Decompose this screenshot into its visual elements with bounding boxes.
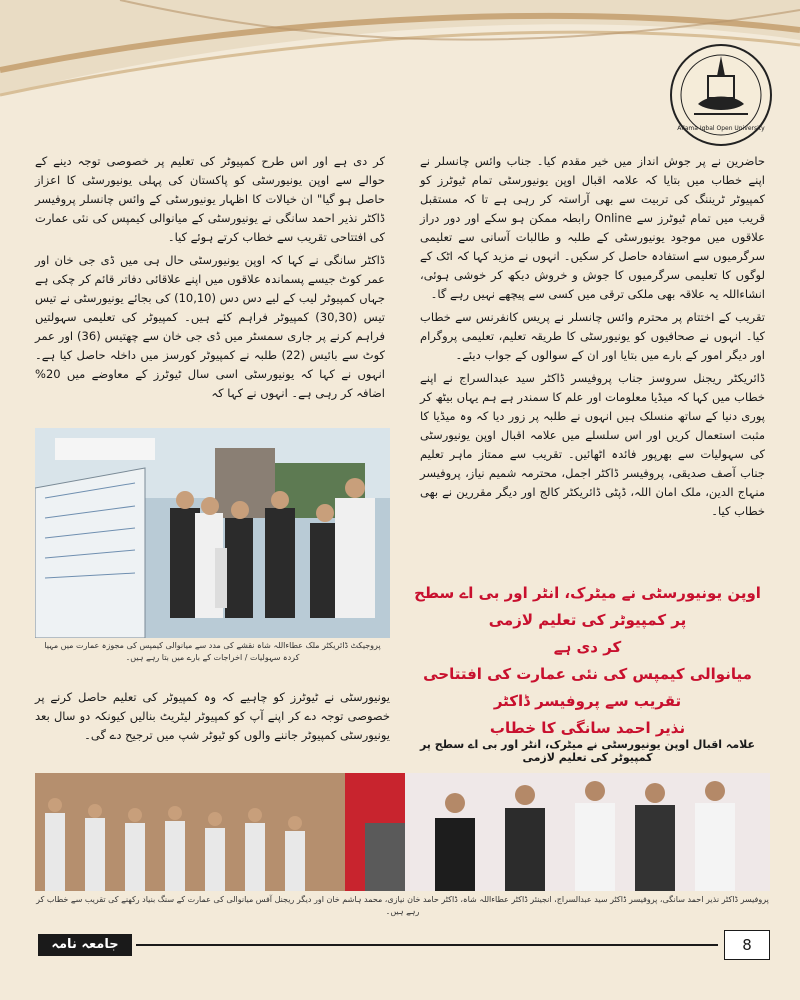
publication-name: جامعہ نامہ: [38, 934, 132, 956]
paragraph: ڈائریکٹر ریجنل سروسز جناب پروفیسر ڈاکٹر سید عبدالسراج نے اپنے خطاب میں کہا کہ میڈیا معلومات اور علم کا سمندر ہے ہم یہاں بیٹھ کر پوری دنیا کے ساتھ منسلک ہیں انہوں نے طلبہ پر زور دیا کہ وہ میڈیا کا مثبت استعمال کریں اور اس سلسلے میں علامہ اقبال اوپن یونیورسٹی کی سہولیات سے بھرپور فائدہ اٹھائیں۔ تقریب سے ممتاز ماہر تعلیم جناب آصف صدیقی، پروفیسر ڈاکٹر اجمل، محترمہ شمیم نیاز، پروفیسر منہاج الدین، ملک امان اللہ، ڈپٹی ڈائریکٹر کالج اور دیگر مقررین نے بھی خطاب کیا۔: [420, 371, 765, 518]
logo-text: Allama Iqbal Open University: [677, 125, 765, 132]
paragraph: حاضرین نے پر جوش انداز میں خیر مقدم کیا۔ جناب وائس چانسلر نے اپنے خطاب میں بتایا کہ علامہ اقبال اوپن یونیورسٹی تمام ٹیوٹرز کو کمپیوٹر ٹریننگ کی تربیت سے بھی آراستہ کر رہی ہے تا کہ مستقبل قریب میں تمام ٹیوٹرز سے Online رابطہ ممکن ہو سکے اور دور دراز علاقوں میں موجود یونیورسٹی کے طلبہ و طالبات آسانی سے تعلیمی سرگرمیوں سے استفادہ حاصل کر سکیں۔ انہوں نے مزید کہا کہ اٹک کے لوگوں کا تعلیمی سرگرمیوں کا جوش و خروش دیکھ کر خوشی ہوئی، انشاءاللہ یہ علاقہ بھی ملکی ترقی میں کسی سے پیچھے نہیں رہے گا۔: [420, 154, 765, 301]
photo-ceremony: [35, 773, 770, 891]
photo-illustration: [35, 773, 770, 891]
paragraph: تقریب کے اختتام پر محترم وائس چانسلر نے پریس کانفرنس سے خطاب کیا۔ انہوں نے صحافیوں کو یونیورسٹی کا طریقہ تعلیم، تعلیمی پروگرام اور دیگر امور کے بارے میں بتایا اور ان کے سوالوں کے جواب دیئے۔: [420, 310, 765, 362]
footer-rule: [136, 944, 718, 946]
university-logo: [668, 42, 774, 148]
headline-line: نذیر احمد سانگی کا خطاب: [489, 719, 686, 737]
headline-line: کر دی ہے: [553, 638, 622, 656]
photo-caption: پروجیکٹ ڈائریکٹر ملک عطاءاللہ شاہ نقشے کی مدد سے میانوالی کیمپس کی مجوزہ عمارت میں مہیا کردہ سہولیات / اخراجات کے بارے میں بتا رہے ہیں۔: [44, 641, 381, 662]
left-column: [35, 152, 385, 407]
photo-map-inspection: [35, 428, 390, 638]
photo-caption: پروفیسر ڈاکٹر نذیر احمد سانگی، پروفیسر ڈاکٹر سید عبدالسراج، انجینئر ڈاکٹر عطاءاللہ شاہ، ڈاکٹر حامد خان نیازی، محمد ہاشم خان اور دیگر ریجنل آفس میانوالی کی عمارت کے سنگ بنیاد رکھنے کی تقریب سے خطاب کر رہے ہیں۔: [36, 895, 769, 916]
right-column: [420, 152, 765, 525]
page-number: 8: [724, 930, 770, 960]
closing-paragraph: یونیورسٹی نے ٹیوٹرز کو چاہیے کہ وہ کمپیوٹر کی تعلیم حاصل کرنے پر خصوصی توجہ دے کر اپنے آپ کو کمپیوٹر لیٹریٹ بنالیں کیونکہ دو سال بعد یونیورسٹی کمپیوٹر جاننے والوں کو ٹیوٹر شپ میں ترجیح دے گی۔: [35, 690, 390, 742]
paragraph: کر دی ہے اور اس طرح کمپیوٹر کی تعلیم پر خصوصی توجہ دینے کے حوالے سے اوپن یونیورسٹی کو پاکستان کی پہلی یونیورسٹی کا اعزاز حاصل ہو گیا" ان خیالات کا اظہار یونیورسٹی کے وائس چانسلر پروفیسر ڈاکٹر نذیر احمد سانگی نے یونیورسٹی کے میانوالی کیمپس کی نئی عمارت کی افتتاحی تقریب سے خطاب کرتے ہوئے کیا۔: [35, 154, 385, 244]
headline-subtitle: علامہ اقبال اوپن یونیورسٹی نے میٹرک، انٹر اور بی اے سطح پر کمپیوٹر کی تعلیم لازمی: [419, 738, 756, 764]
headline-line: میانوالی کیمپس کی نئی عمارت کی افتتاحی تقریب سے پروفیسر ڈاکٹر: [423, 665, 752, 710]
paragraph: ڈاکٹر سانگی نے کہا کہ اوپن یونیورسٹی حال ہی میں ڈی جی خان اور عمر کوٹ جیسے پسماندہ علاقوں میں اپنے علاقائی دفاتر قائم کر چکی ہے جہاں کمپیوٹر لیب کے لیے دس دس (10,10) کی بجائے یونیورسٹی نے تیس تیس (30,30) کمپیوٹر فراہم کئے ہیں۔ کمپیوٹر کی تعلیمی سہولتیں فراہم کرنے پر جاری سمسٹر میں ڈی جی خان سے چھتیس (36) اور عمر کوٹ سے بائیس (22) طلبہ نے کمپیوٹر کورسز میں داخلہ حاصل کیا ہے۔ انہوں نے کہا کہ یونیورسٹی اسی سال ٹیوٹرز کے معاوضے میں 20% اضافہ کر رہی ہے۔ انہوں نے کہا کہ: [35, 253, 386, 400]
headline: [405, 580, 770, 742]
headline-line: اوپن یونیورسٹی نے میٹرک، انٹر اور بی اے سطح پر کمپیوٹر کی تعلیم لازمی: [414, 584, 761, 629]
photo-illustration: [35, 428, 390, 638]
